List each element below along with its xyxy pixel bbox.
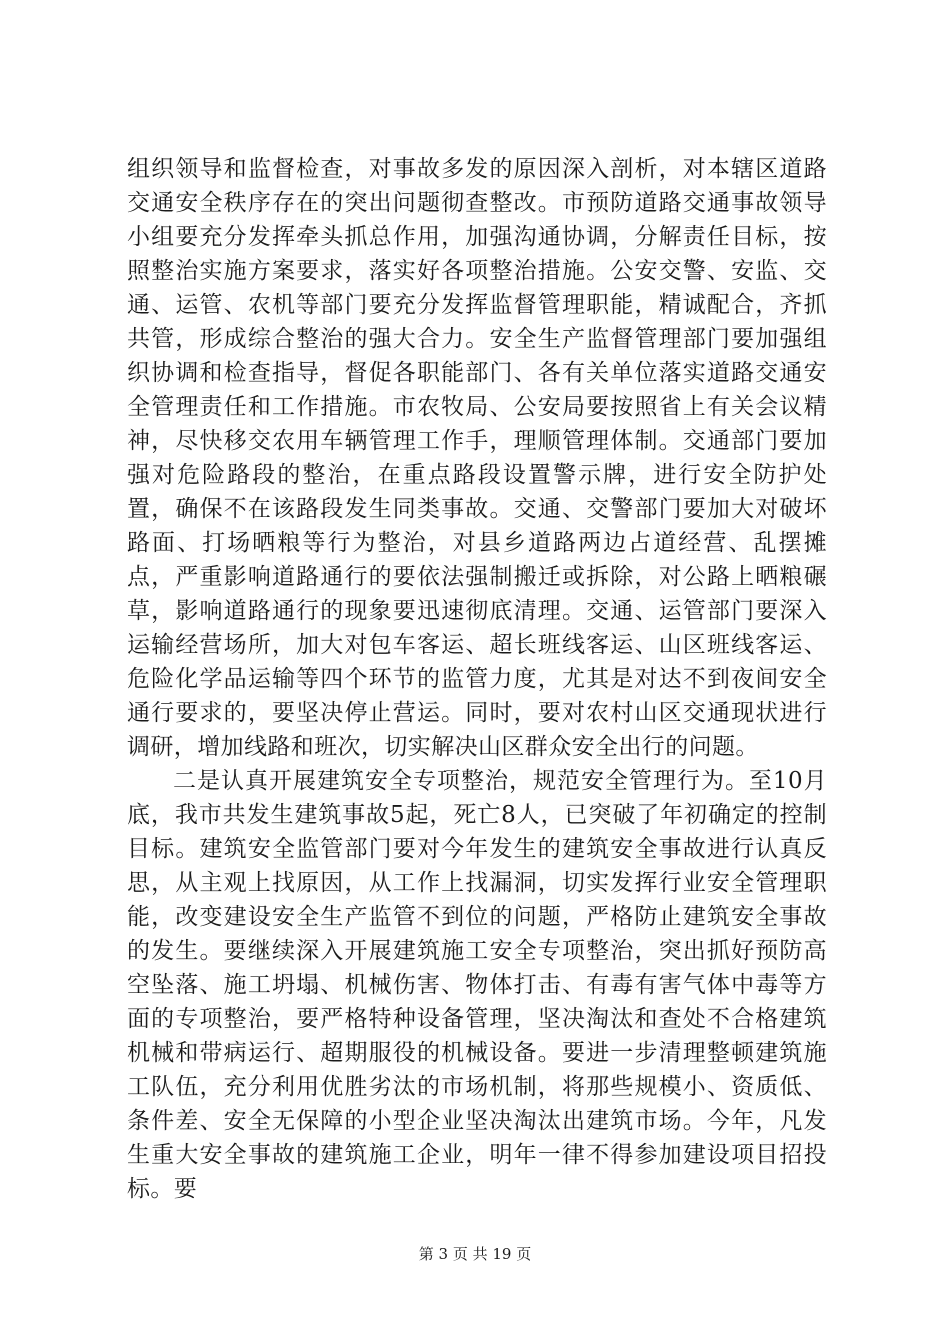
paragraph-continuation: 组织领导和监督检查，对事故多发的原因深入剖析，对本辖区道路交通安全秩序存在的突出问题彻查整改。市预防道路交通事故领导小组要充分发挥牵头抓总作用，加强沟通协调，分解责任目标，按照整治实施方案要求，落实好各项整治措施。公安交警、安监、交通、运管、农机等部门要充分发挥监督管理职能，精诚配合，齐抓共管，形成综合整治的强大合力。安全生产监督管理部门要加强组织协调和检查指导，督促各职能部门、各有关单位落实道路交通安全管理责任和工作措施。市农牧局、公安局要按照省上有关会议精神，尽快移交农用车辆管理工作手，理顺管理体制。交通部门要加强对危险路段的整治，在重点路段设置警示牌，进行安全防护处置，确保不在该路段发生同类事故。交通、交警部门要加大对破坏路面、打场晒粮等行为整治，对县乡道路两边占道经营、乱摆摊点，严重影响道路通行的要依法强制搬迁或拆除，对公路上晒粮碾草，影响道路通行的现象要迅速彻底清理。交通、运管部门要深入运输经营场所，加大对包车客运、超长班线客运、山区班线客运、危险化学品运输等四个环节的监管力度，尤其是对达不到夜间安全通行要求的，要坚决停止营运。同时，要对农村山区交通现状进行调研，增加线路和班次，切实解决山区群众安全出行的问题。 [127, 156, 827, 760]
page-number-footer: 第 3 页 共 19 页 [418, 1245, 532, 1263]
document-body [127, 152, 827, 1206]
paragraph-construction-safety: 二是认真开展建筑安全专项整治，规范安全管理行为。至10月底，我市共发生建筑事故5起，死亡8人，已突破了年初确定的控制目标。建筑安全监管部门要对今年发生的建筑安全事故进行认真反思，从主观上找原因，从工作上找漏洞，切实发挥行业安全管理职能，改变建设安全生产监管不到位的问题，严格防止建筑安全事故的发生。要继续深入开展建筑施工安全专项整治，突出抓好预防高空坠落、施工坍塌、机械伤害、物体打击、有毒有害气体中毒等方面的专项整治，要严格特种设备管理，坚决淘汰和查处不合格建筑机械和带病运行、超期服役的机械设备。要进一步清理整顿建筑施工队伍，充分利用优胜劣汰的市场机制，将那些规模小、资质低、条件差、安全无保障的小型企业坚决淘汰出建筑市场。今年，凡发生重大安全事故的建筑施工企业，明年一律不得参加建设项目招投标。要 [127, 768, 827, 1202]
